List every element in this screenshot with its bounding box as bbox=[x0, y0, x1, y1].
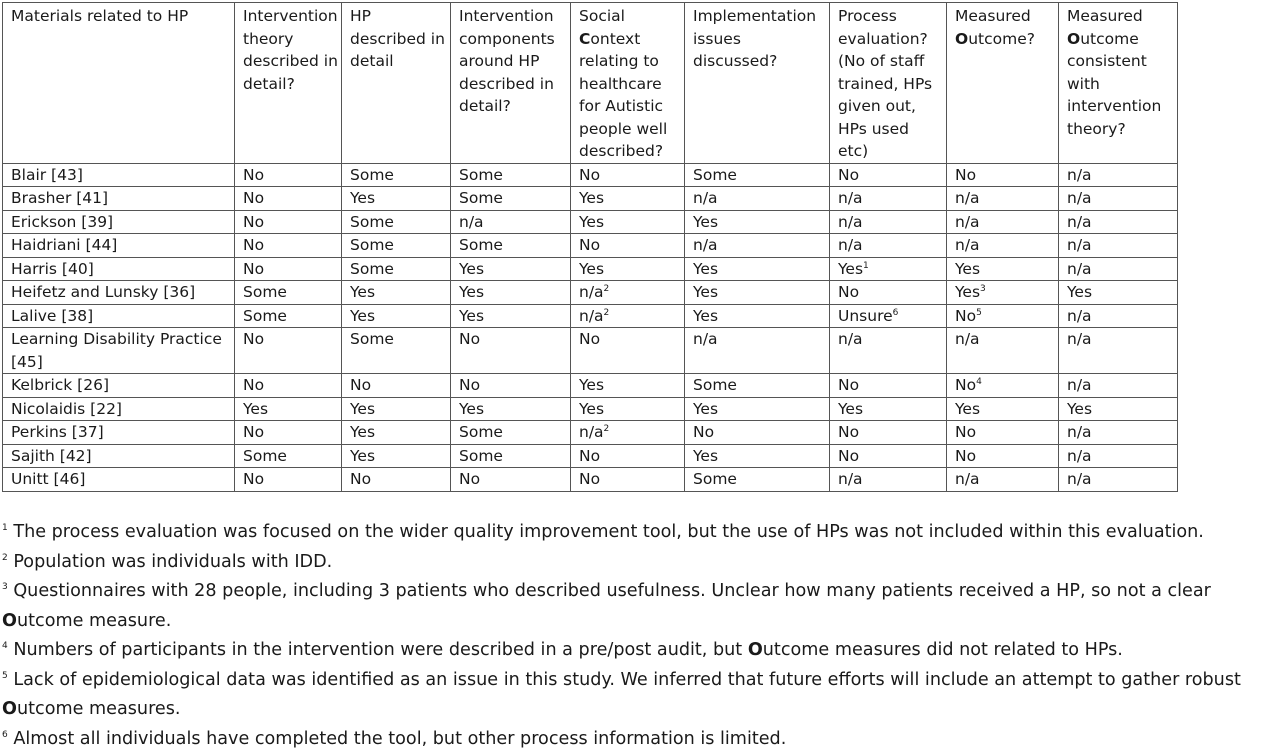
rating-cell: n/a bbox=[1059, 163, 1178, 187]
table-row bbox=[3, 328, 1178, 374]
study-name-cell: Learning Disability Practice [45] bbox=[3, 328, 235, 374]
footnote: $^4$ Numbers of participants in the intervention were described in a pre/post audit, but Outcome measures did not related to HPs. bbox=[2, 636, 1278, 666]
rating-cell: Some bbox=[685, 468, 830, 492]
rating-cell: n/a bbox=[1059, 468, 1178, 492]
rating-cell: No bbox=[235, 374, 342, 398]
rating-cell: Yes bbox=[571, 374, 685, 398]
rating-cell: Yes bbox=[685, 304, 830, 328]
rating-cell: No bbox=[830, 421, 947, 445]
header-row bbox=[3, 3, 1178, 164]
rating-cell: Yes bbox=[235, 397, 342, 421]
table-row bbox=[3, 444, 1178, 468]
footnote: $^5$ Lack of epidemiological data was identified as an issue in this study. We inferred that future efforts will include an attempt to gather robust Outcome measures. bbox=[2, 666, 1278, 725]
study-name-cell: Nicolaidis [22] bbox=[3, 397, 235, 421]
rating-cell: n/a bbox=[830, 210, 947, 234]
rating-cell: n/a bbox=[947, 210, 1059, 234]
rating-cell: n/a bbox=[830, 468, 947, 492]
rating-cell: Some bbox=[342, 210, 451, 234]
table-row bbox=[3, 187, 1178, 211]
rating-cell: Some bbox=[451, 444, 571, 468]
table-row bbox=[3, 397, 1178, 421]
study-name-cell: Kelbrick [26] bbox=[3, 374, 235, 398]
rating-cell: Some bbox=[451, 187, 571, 211]
header-cell: Measured Outcome consistent with intervention theory? bbox=[1059, 3, 1178, 164]
table-row bbox=[3, 257, 1178, 281]
rating-cell: Yes bbox=[342, 187, 451, 211]
rating-cell: Yes bbox=[571, 210, 685, 234]
rating-cell: No bbox=[235, 468, 342, 492]
rating-cell: No bbox=[571, 468, 685, 492]
rating-cell: Some bbox=[342, 328, 451, 374]
rating-cell: Yes bbox=[947, 397, 1059, 421]
evaluation-table bbox=[2, 2, 1178, 492]
rating-cell: No bbox=[571, 163, 685, 187]
table-row bbox=[3, 234, 1178, 258]
header-cell: Social Context relating to healthcare for Autistic people well described? bbox=[571, 3, 685, 164]
rating-cell: Yes bbox=[342, 281, 451, 305]
rating-cell: n/a bbox=[1059, 257, 1178, 281]
rating-cell: Yes bbox=[685, 257, 830, 281]
rating-cell: No bbox=[571, 328, 685, 374]
rating-cell: Yes bbox=[342, 397, 451, 421]
rating-cell: No bbox=[235, 163, 342, 187]
rating-cell: Yes bbox=[342, 304, 451, 328]
table-body bbox=[3, 163, 1178, 491]
rating-cell: Yes bbox=[451, 397, 571, 421]
rating-cell: Some bbox=[235, 444, 342, 468]
rating-cell: No bbox=[451, 468, 571, 492]
rating-cell: Yes bbox=[685, 397, 830, 421]
rating-cell: Yes bbox=[685, 444, 830, 468]
rating-cell: Yes bbox=[571, 187, 685, 211]
rating-cell: n/a bbox=[1059, 444, 1178, 468]
rating-cell: No bbox=[235, 210, 342, 234]
study-name-cell: Perkins [37] bbox=[3, 421, 235, 445]
rating-cell: Some bbox=[685, 163, 830, 187]
rating-cell: Yes$^1$ bbox=[830, 257, 947, 281]
rating-cell: n/a bbox=[1059, 421, 1178, 445]
rating-cell: No bbox=[830, 444, 947, 468]
rating-cell: n/a bbox=[1059, 328, 1178, 374]
rating-cell: Yes bbox=[947, 257, 1059, 281]
rating-cell: Some bbox=[235, 304, 342, 328]
rating-cell: n/a bbox=[947, 468, 1059, 492]
rating-cell: No$^4$ bbox=[947, 374, 1059, 398]
header-cell: HP described in detail bbox=[342, 3, 451, 164]
study-name-cell: Haidriani [44] bbox=[3, 234, 235, 258]
rating-cell: Some bbox=[451, 421, 571, 445]
table-row bbox=[3, 304, 1178, 328]
rating-cell: Yes bbox=[571, 257, 685, 281]
rating-cell: n/a bbox=[685, 328, 830, 374]
rating-cell: Some bbox=[451, 234, 571, 258]
rating-cell: n/a bbox=[1059, 304, 1178, 328]
rating-cell: Yes bbox=[451, 304, 571, 328]
rating-cell: n/a bbox=[1059, 187, 1178, 211]
rating-cell: No bbox=[451, 328, 571, 374]
study-name-cell: Brasher [41] bbox=[3, 187, 235, 211]
rating-cell: Yes bbox=[571, 397, 685, 421]
rating-cell: No bbox=[571, 444, 685, 468]
rating-cell: $n/a^2$ bbox=[571, 304, 685, 328]
rating-cell: Yes bbox=[830, 397, 947, 421]
rating-cell: Some bbox=[342, 163, 451, 187]
rating-cell: No bbox=[235, 187, 342, 211]
rating-cell: No bbox=[235, 421, 342, 445]
rating-cell: Some bbox=[342, 257, 451, 281]
header-cell: Intervention components around HP described in detail? bbox=[451, 3, 571, 164]
rating-cell: n/a bbox=[685, 234, 830, 258]
rating-cell: Some bbox=[685, 374, 830, 398]
rating-cell: Yes bbox=[1059, 397, 1178, 421]
rating-cell: No bbox=[947, 163, 1059, 187]
rating-cell: No bbox=[830, 374, 947, 398]
rating-cell: n/a bbox=[947, 234, 1059, 258]
study-name-cell: Lalive [38] bbox=[3, 304, 235, 328]
rating-cell: No bbox=[830, 163, 947, 187]
rating-cell: Yes$^3$ bbox=[947, 281, 1059, 305]
rating-cell: No$^5$ bbox=[947, 304, 1059, 328]
rating-cell: n/a bbox=[947, 328, 1059, 374]
study-name-cell: Sajith [42] bbox=[3, 444, 235, 468]
study-name-cell: Heifetz and Lunsky [36] bbox=[3, 281, 235, 305]
rating-cell: No bbox=[947, 421, 1059, 445]
rating-cell: Yes bbox=[1059, 281, 1178, 305]
table-row bbox=[3, 281, 1178, 305]
rating-cell: n/a bbox=[1059, 374, 1178, 398]
rating-cell: n/a bbox=[1059, 210, 1178, 234]
rating-cell: No bbox=[342, 468, 451, 492]
rating-cell: No bbox=[235, 328, 342, 374]
header-cell: Measured Outcome? bbox=[947, 3, 1059, 164]
rating-cell: n/a bbox=[947, 187, 1059, 211]
header-cell: Process evaluation? (No of staff trained, HPs given out, HPs used etc) bbox=[830, 3, 947, 164]
rating-cell: $n/a^2$ bbox=[571, 281, 685, 305]
rating-cell: No bbox=[830, 281, 947, 305]
header-cell: Implementation issues discussed? bbox=[685, 3, 830, 164]
study-name-cell: Harris [40] bbox=[3, 257, 235, 281]
study-name-cell: Unitt [46] bbox=[3, 468, 235, 492]
rating-cell: Yes bbox=[685, 281, 830, 305]
rating-cell: No bbox=[571, 234, 685, 258]
rating-cell: Unsure$^6$ bbox=[830, 304, 947, 328]
footnotes bbox=[2, 518, 1278, 754]
rating-cell: n/a bbox=[830, 187, 947, 211]
rating-cell: Some bbox=[451, 163, 571, 187]
footnote: $^2$ Population was individuals with IDD. bbox=[2, 548, 1278, 578]
rating-cell: No bbox=[342, 374, 451, 398]
rating-cell: No bbox=[235, 257, 342, 281]
footnote: $^1$ The process evaluation was focused on the wider quality improvement tool, but the use of HPs was not included within this evaluation. bbox=[2, 518, 1278, 548]
rating-cell: Yes bbox=[342, 444, 451, 468]
header-cell: Intervention theory described in detail? bbox=[235, 3, 342, 164]
rating-cell: $n/a^2$ bbox=[571, 421, 685, 445]
rating-cell: No bbox=[451, 374, 571, 398]
rating-cell: Yes bbox=[451, 257, 571, 281]
table-row bbox=[3, 163, 1178, 187]
rating-cell: Some bbox=[235, 281, 342, 305]
footnote: $^3$ Questionnaires with 28 people, including 3 patients who described usefulness. Unclear how many patients received a HP, so not a clear Outcome measure. bbox=[2, 577, 1278, 636]
rating-cell: n/a bbox=[685, 187, 830, 211]
rating-cell: Yes bbox=[342, 421, 451, 445]
rating-cell: n/a bbox=[451, 210, 571, 234]
study-name-cell: Erickson [39] bbox=[3, 210, 235, 234]
rating-cell: Yes bbox=[685, 210, 830, 234]
table-row bbox=[3, 421, 1178, 445]
rating-cell: No bbox=[947, 444, 1059, 468]
table-row bbox=[3, 210, 1178, 234]
header-cell: Materials related to HP bbox=[3, 3, 235, 164]
study-name-cell: Blair [43] bbox=[3, 163, 235, 187]
rating-cell: No bbox=[235, 234, 342, 258]
rating-cell: n/a bbox=[1059, 234, 1178, 258]
footnote: $^6$ Almost all individuals have completed the tool, but other process information is limited. bbox=[2, 725, 1278, 754]
rating-cell: n/a bbox=[830, 234, 947, 258]
rating-cell: Some bbox=[342, 234, 451, 258]
rating-cell: n/a bbox=[830, 328, 947, 374]
rating-cell: Yes bbox=[451, 281, 571, 305]
table-row bbox=[3, 468, 1178, 492]
table-row bbox=[3, 374, 1178, 398]
rating-cell: No bbox=[685, 421, 830, 445]
